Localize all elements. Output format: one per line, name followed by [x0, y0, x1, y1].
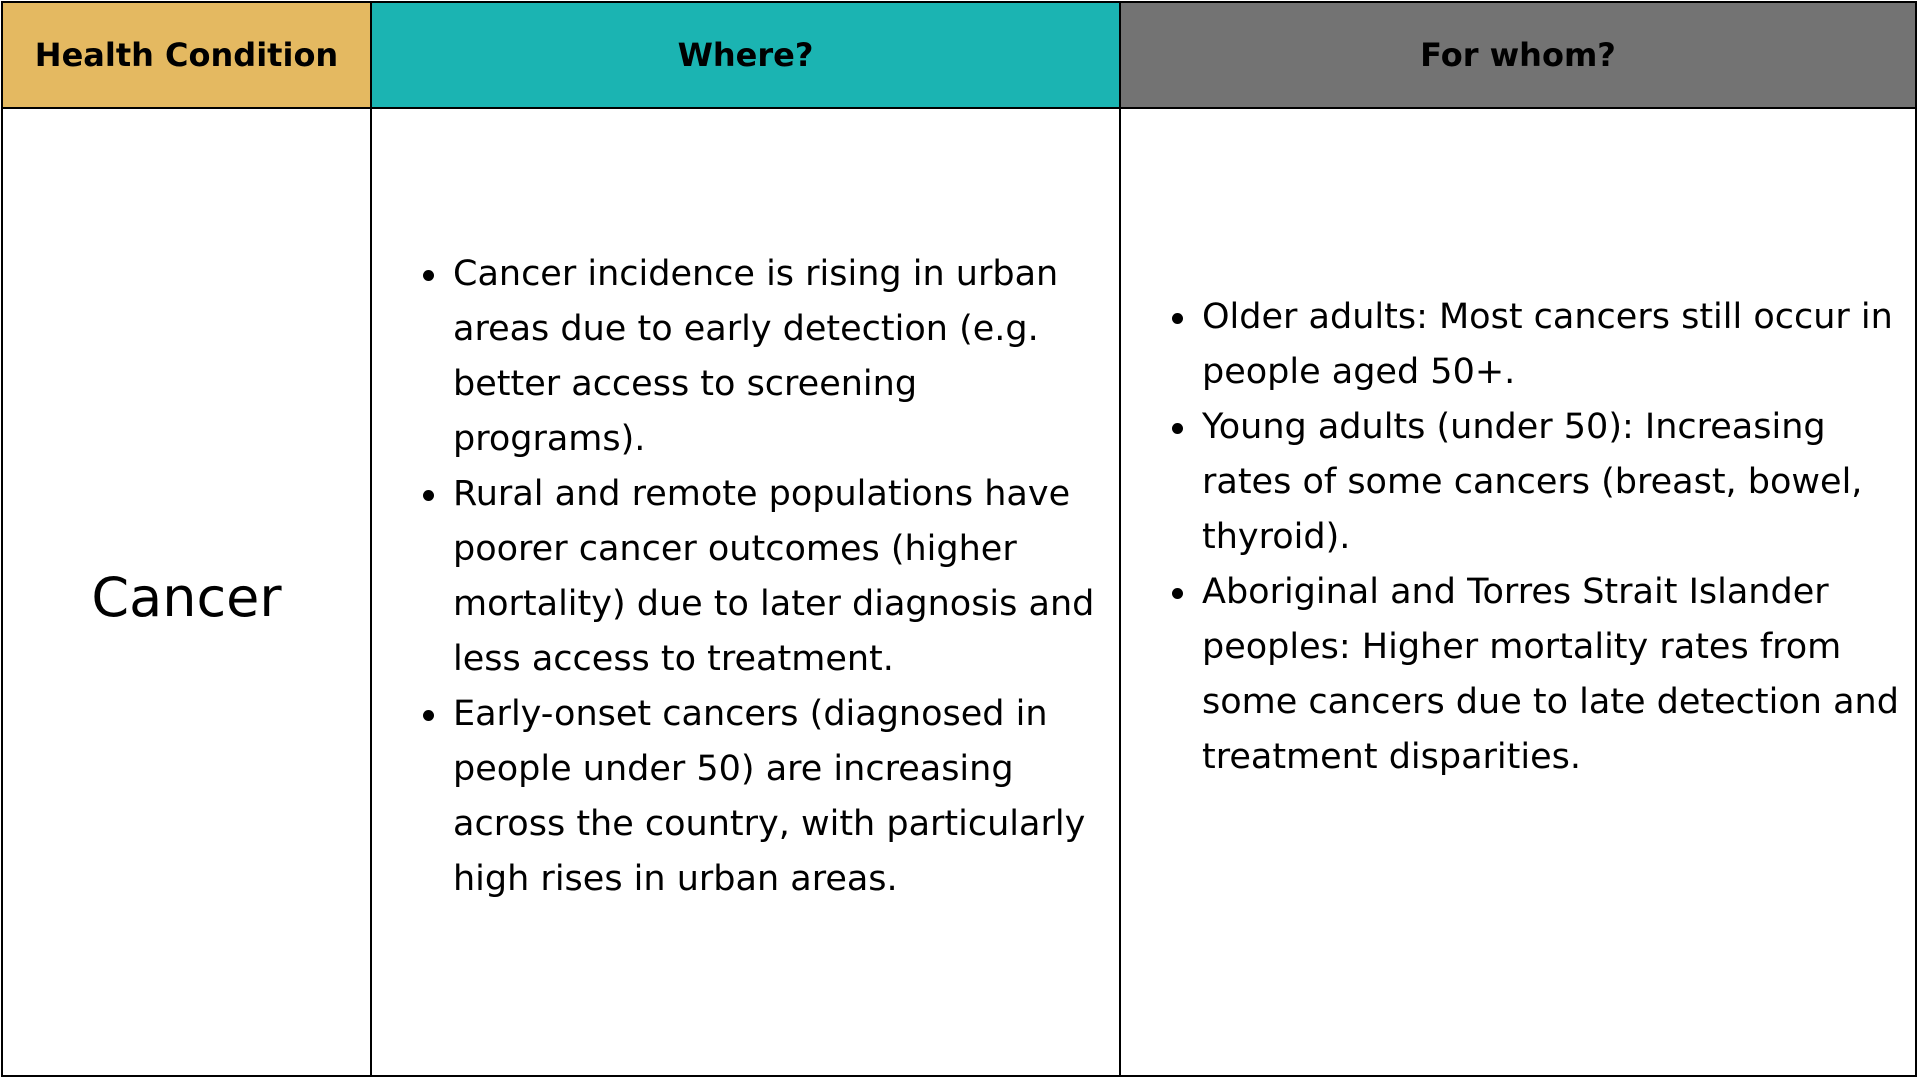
header-health-condition-label: Health Condition — [34, 36, 339, 74]
for-whom-item: Young adults (under 50): Increasing rates of some cancers (breast, bowel, thyroid). — [1202, 400, 1907, 565]
header-where-label: Where? — [677, 36, 814, 74]
for-whom-item: Aboriginal and Torres Strait Islander peoples: Higher mortality rates from some cancers due to late detection and treatment disparities. — [1202, 565, 1907, 785]
for-whom-cell — [1121, 109, 1915, 1075]
for-whom-item: Older adults: Most cancers still occur in people aged 50+. — [1202, 290, 1907, 400]
header-for-whom — [1121, 3, 1915, 109]
header-health-condition — [3, 3, 372, 109]
where-item: Cancer incidence is rising in urban areas due to early detection (e.g. better access to screening programs). — [453, 247, 1109, 467]
header-where — [372, 3, 1121, 109]
where-cell — [372, 109, 1121, 1075]
where-list — [453, 247, 1109, 907]
where-item: Early-onset cancers (diagnosed in people under 50) are increasing across the country, with particularly high rises in urban areas. — [453, 687, 1109, 907]
header-for-whom-label: For whom? — [1420, 36, 1616, 74]
condition-cell — [3, 109, 372, 1075]
where-item: Rural and remote populations have poorer cancer outcomes (higher mortality) due to later diagnosis and less access to treatment. — [453, 467, 1109, 687]
for-whom-list — [1202, 290, 1907, 785]
condition-name: Cancer — [91, 565, 282, 629]
health-condition-table — [1, 1, 1917, 1077]
